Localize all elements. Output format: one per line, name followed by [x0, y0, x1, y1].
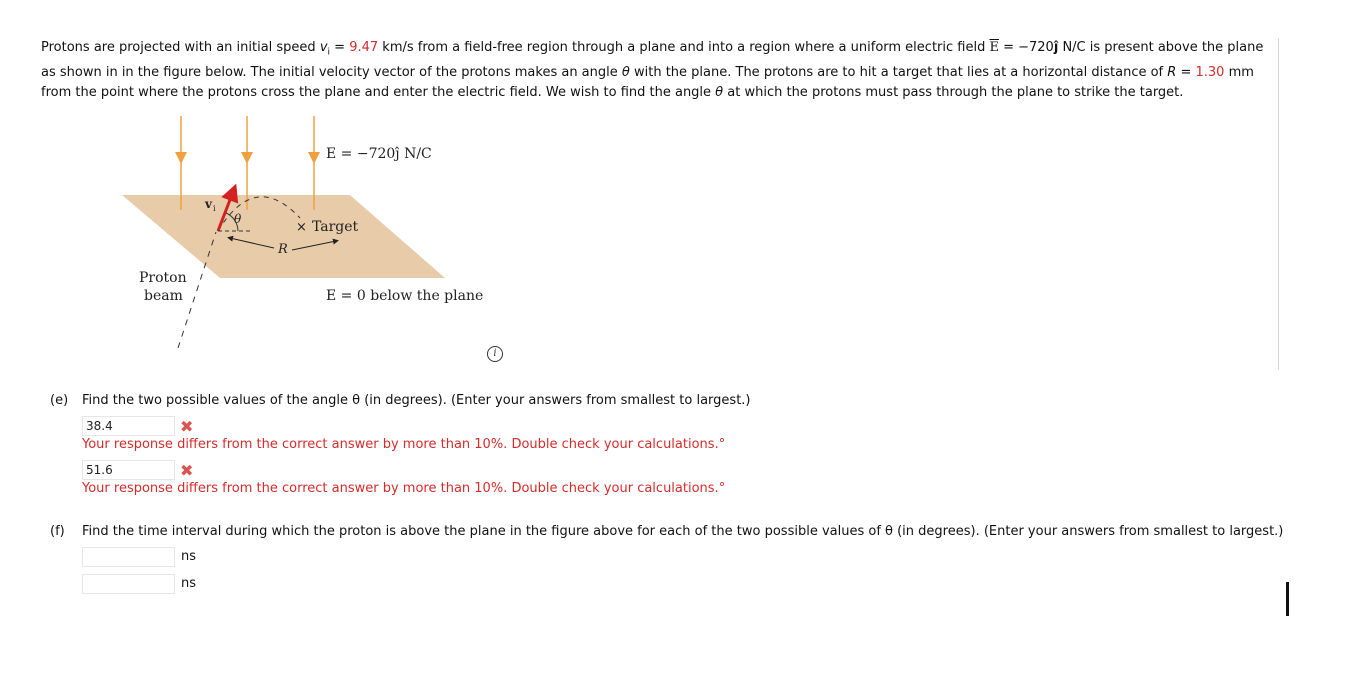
part-f-unit-1: ns [181, 549, 197, 564]
part-f-answer-2[interactable] [82, 574, 175, 594]
part-f-tag: (f) [50, 524, 65, 539]
target-label: Target [312, 219, 359, 235]
info-icon[interactable]: i [487, 346, 503, 362]
problem-statement: Protons are projected with an initial speed $v_i = 9.47$ km/s from a field-free region through a plane and into a region where a uniform electric field $\overline{E}$ = −720ĵ N/C is present above the plane as shown in in the figure below. The initial velocity vector of the protons makes an angle θ with the plane. The protons are to hit a target that lies at a horizontal distance of R = 1.30 mm from the point where the protons cross the plane and enter the electric field. We wish to find the angle θ at which the protons must pass through the plane to strike the target. [41, 40, 1264, 100]
part-e-text: Find the two possible values of the angle θ (in degrees). (Enter your answers from smallest to largest.) [82, 393, 751, 408]
R-value: 1.30 [1195, 64, 1225, 80]
below-field-label: E = 0 below the plane [326, 288, 484, 304]
part-e-feedback-2: Your response differs from the correct answer by more than 10%. Double check your calculations.° [82, 481, 726, 496]
theta-symbol: θ [621, 64, 630, 80]
R-label: R [278, 242, 288, 257]
plane [122, 195, 445, 278]
proton-label-2: beam [144, 288, 183, 304]
right-divider [1278, 38, 1279, 370]
text-cursor [1286, 582, 1289, 616]
part-f-text: Find the time interval during which the proton is above the plane in the figure above for each of the two possible values of θ (in degrees). (Enter your answers from smallest to largest.) [82, 524, 1284, 539]
part-e-question [50, 393, 751, 408]
part-f-answer-1[interactable] [82, 547, 175, 567]
E-symbol: $\overline{E}$ [989, 40, 999, 55]
part-e-feedback-1: Your response differs from the correct answer by more than 10%. Double check your calculations.° [82, 437, 726, 452]
R-symbol: R [1167, 64, 1177, 80]
vi-label-sub: i [213, 204, 216, 213]
physics-figure [110, 110, 510, 360]
incorrect-icon: ✖ [180, 461, 194, 480]
part-e-answer-1[interactable]: 38.4 [82, 416, 175, 436]
proton-label-1: Proton [139, 270, 187, 286]
vi-subscript: i [327, 47, 331, 58]
part-e-tag: (e) [50, 393, 69, 408]
vi-symbol: v [319, 40, 328, 55]
part-f-unit-2: ns [181, 576, 197, 591]
target-marker: × [296, 220, 307, 235]
field-label: E = −720ĵ N/C [326, 146, 432, 162]
j-hat: ĵ [1053, 40, 1059, 55]
theta-symbol: θ [715, 84, 724, 100]
part-e-answer-2[interactable]: 51.6 [82, 460, 175, 480]
part-f-question [50, 524, 1283, 539]
theta-label: θ [234, 212, 242, 226]
vi-value: 9.47 [349, 40, 379, 55]
vi-label: v [205, 197, 212, 211]
incorrect-icon: ✖ [180, 417, 194, 436]
